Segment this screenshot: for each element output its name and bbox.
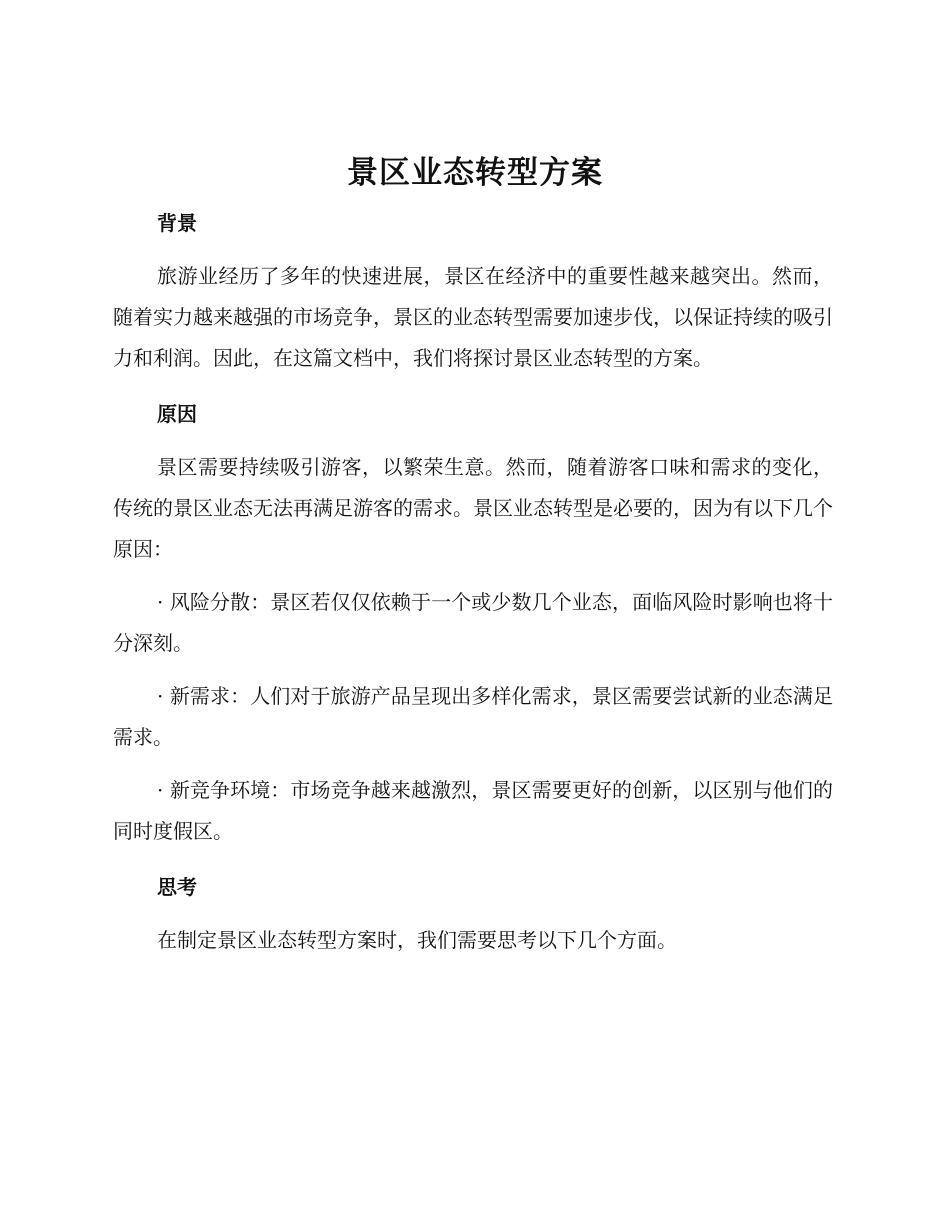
section-reasons <box>113 397 833 852</box>
section-heading: 原因 <box>157 402 197 426</box>
section-heading: 背景 <box>157 211 197 235</box>
paragraph: 旅游业经历了多年的快速进展，景区在经济中的重要性越来越突出。然而，随着实力越来越强的市场竞争，景区的业态转型需要加速步伐，以保证持续的吸引力和利润。因此，在这篇文档中，我们将探讨景区业态转型的方案。 <box>113 264 833 370</box>
document-body <box>113 206 833 961</box>
section-background <box>113 206 833 379</box>
document-title: 景区业态转型方案 <box>347 155 603 191</box>
paragraph: 景区需要持续吸引游客，以繁荣生意。然而，随着游客口味和需求的变化，传统的景区业态无法再满足游客的需求。景区业态转型是必要的，因为有以下几个原因： <box>113 455 833 561</box>
section-thinking <box>113 870 833 961</box>
bullet-item-competition: · 新竞争环境：市场竞争越来越激烈，景区需要更好的创新，以区别与他们的同时度假区。 <box>113 778 833 843</box>
bullet-item-risk: · 风险分散：景区若仅仅依赖于一个或少数几个业态，面临风险时影响也将十分深刻。 <box>113 590 833 655</box>
paragraph: 在制定景区业态转型方案时，我们需要思考以下几个方面。 <box>157 928 677 952</box>
bullet-item-demand: · 新需求：人们对于旅游产品呈现出多样化需求，景区需要尝试新的业态满足需求。 <box>113 684 833 749</box>
section-heading: 思考 <box>157 875 197 899</box>
